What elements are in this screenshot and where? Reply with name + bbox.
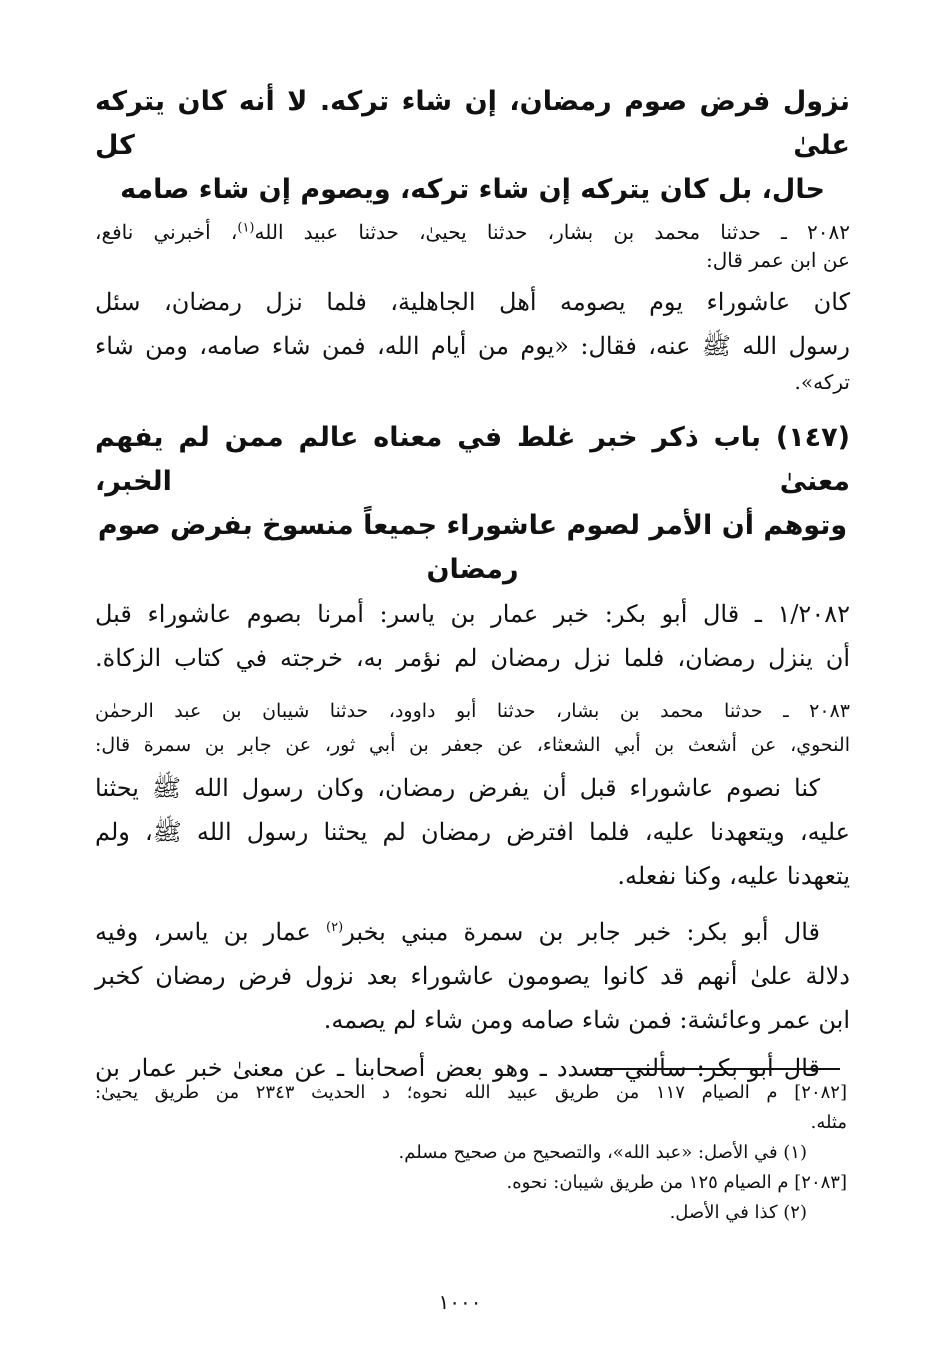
footnotes xyxy=(95,1078,847,1228)
hadith-2082-1-line-2: أن ينزل رمضان، فلما نزل رمضان لم نؤمر به، خرجته في كتاب الزكاة. xyxy=(95,644,850,672)
commentary-1 xyxy=(95,910,850,1042)
footnote-1: (١) في الأصل: «عبد الله»، والتصحيح من صحيح مسلم. xyxy=(398,1142,807,1163)
hadith-2082-isnad-line-2: عن ابن عمر قال: xyxy=(705,248,850,272)
chapter-heading xyxy=(95,80,850,212)
hadith-2082-text-line-2: رسول الله ﷺ عنه، فقال: «يوم من أيام الله، فمن شاء صامه، ومن شاء xyxy=(95,332,850,360)
footnote-ref-1: (١) xyxy=(237,220,255,236)
footnote-2082-line-2: مثله. xyxy=(810,1112,847,1133)
chapter-heading-line-2: حال، بل كان يتركه إن شاء تركه، ويصوم إن شاء صامه xyxy=(120,174,825,205)
commentary-1-line-1-post: عمار بن ياسر، وفيه xyxy=(95,918,327,946)
page-number: ١٠٠٠ xyxy=(438,1290,482,1314)
chapter-heading-line-1: نزول فرض صوم رمضان، إن شاء تركه. لا أنه كان يتركه علىٰ كل xyxy=(95,86,850,161)
hadith-2082-1-line-1: ١/٢٠٨٢ ـ قال أبو بكر: خبر عمار بن ياسر: أمرنا بصوم عاشوراء قبل xyxy=(95,600,850,628)
commentary-1-line-1 xyxy=(95,910,850,954)
footnote-divider xyxy=(595,1068,840,1070)
hadith-2083-isnad-line-2: النحوي، عن أشعث بن أبي الشعثاء، عن جعفر بن أبي ثور، عن جابر بن سمرة قال: xyxy=(95,734,850,756)
commentary-2-line-1: قال أبو بكر: سألني مسدد ـ وهو بعض أصحابنا ـ عن معنىٰ خبر عمار بن xyxy=(95,1054,820,1082)
commentary-1-line-3: ابن عمر وعائشة: فمن شاء صامه ومن شاء لم يصمه. xyxy=(323,1006,850,1034)
hadith-2083-text-line-1: كنا نصوم عاشوراء قبل أن يفرض رمضان، وكان رسول الله ﷺ يحثنا xyxy=(95,774,820,802)
section-147-heading-line-1: (١٤٧) باب ذكر خبر غلط في معناه عالم ممن لم يفهم معنىٰ الخبر، xyxy=(95,422,850,497)
hadith-2083-isnad-line-1: ٢٠٨٣ ـ حدثنا محمد بن بشار، حدثنا أبو داوود، حدثنا شيبان بن عبد الرحمٰن xyxy=(95,700,850,722)
page-body xyxy=(95,80,850,1090)
commentary-1-line-2: دلالة علىٰ أنهم قد كانوا يصومون عاشوراء بعد نزول فرض رمضان كخبر xyxy=(95,962,850,990)
commentary-1-line-1-pre: قال أبو بكر: خبر جابر بن سمرة مبني بخبر xyxy=(343,918,821,946)
hadith-2083-isnad xyxy=(95,694,850,762)
section-147-heading xyxy=(95,416,850,592)
hadith-2082-1 xyxy=(95,592,850,680)
hadith-2082-text-line-3: تركه». xyxy=(794,370,850,394)
hadith-2083-text-line-2: عليه، ويتعهدنا عليه، فلما افترض رمضان لم يحثنا رسول الله ﷺ، ولم xyxy=(95,818,850,846)
hadith-2082-isnad-line-1-pre: ٢٠٨٢ ـ حدثنا محمد بن بشار، حدثنا يحيىٰ، حدثنا عبيد الله xyxy=(254,220,850,244)
hadith-2083-text xyxy=(95,766,850,898)
hadith-2082-isnad-line-1-post: ، أخبرني نافع، xyxy=(95,220,238,244)
footnote-2: (٢) كذا في الأصل. xyxy=(669,1202,807,1223)
hadith-2082-isnad-line-1 xyxy=(95,218,850,246)
footnote-2083: [٢٠٨٣] م الصيام ١٢٥ من طريق شيبان: نحوه. xyxy=(506,1172,847,1193)
hadith-2082-text xyxy=(95,280,850,396)
hadith-2082-text-line-1: كان عاشوراء يوم يصومه أهل الجاهلية، فلما نزل رمضان، سئل xyxy=(95,288,850,316)
footnote-ref-2: (٢) xyxy=(326,920,344,935)
hadith-2082-isnad xyxy=(95,218,850,274)
hadith-2083-text-line-3: يتعهدنا عليه، وكنا نفعله. xyxy=(617,862,850,890)
footnote-2082-line-1: [٢٠٨٢] م الصيام ١١٧ من طريق عبيد الله نحوه؛ د الحديث ٢٣٤٣ من طريق يحيىٰ: xyxy=(95,1082,847,1103)
section-147-heading-line-2: وتوهم أن الأمر لصوم عاشوراء جميعاً منسوخ بفرض صوم رمضان xyxy=(97,510,848,585)
